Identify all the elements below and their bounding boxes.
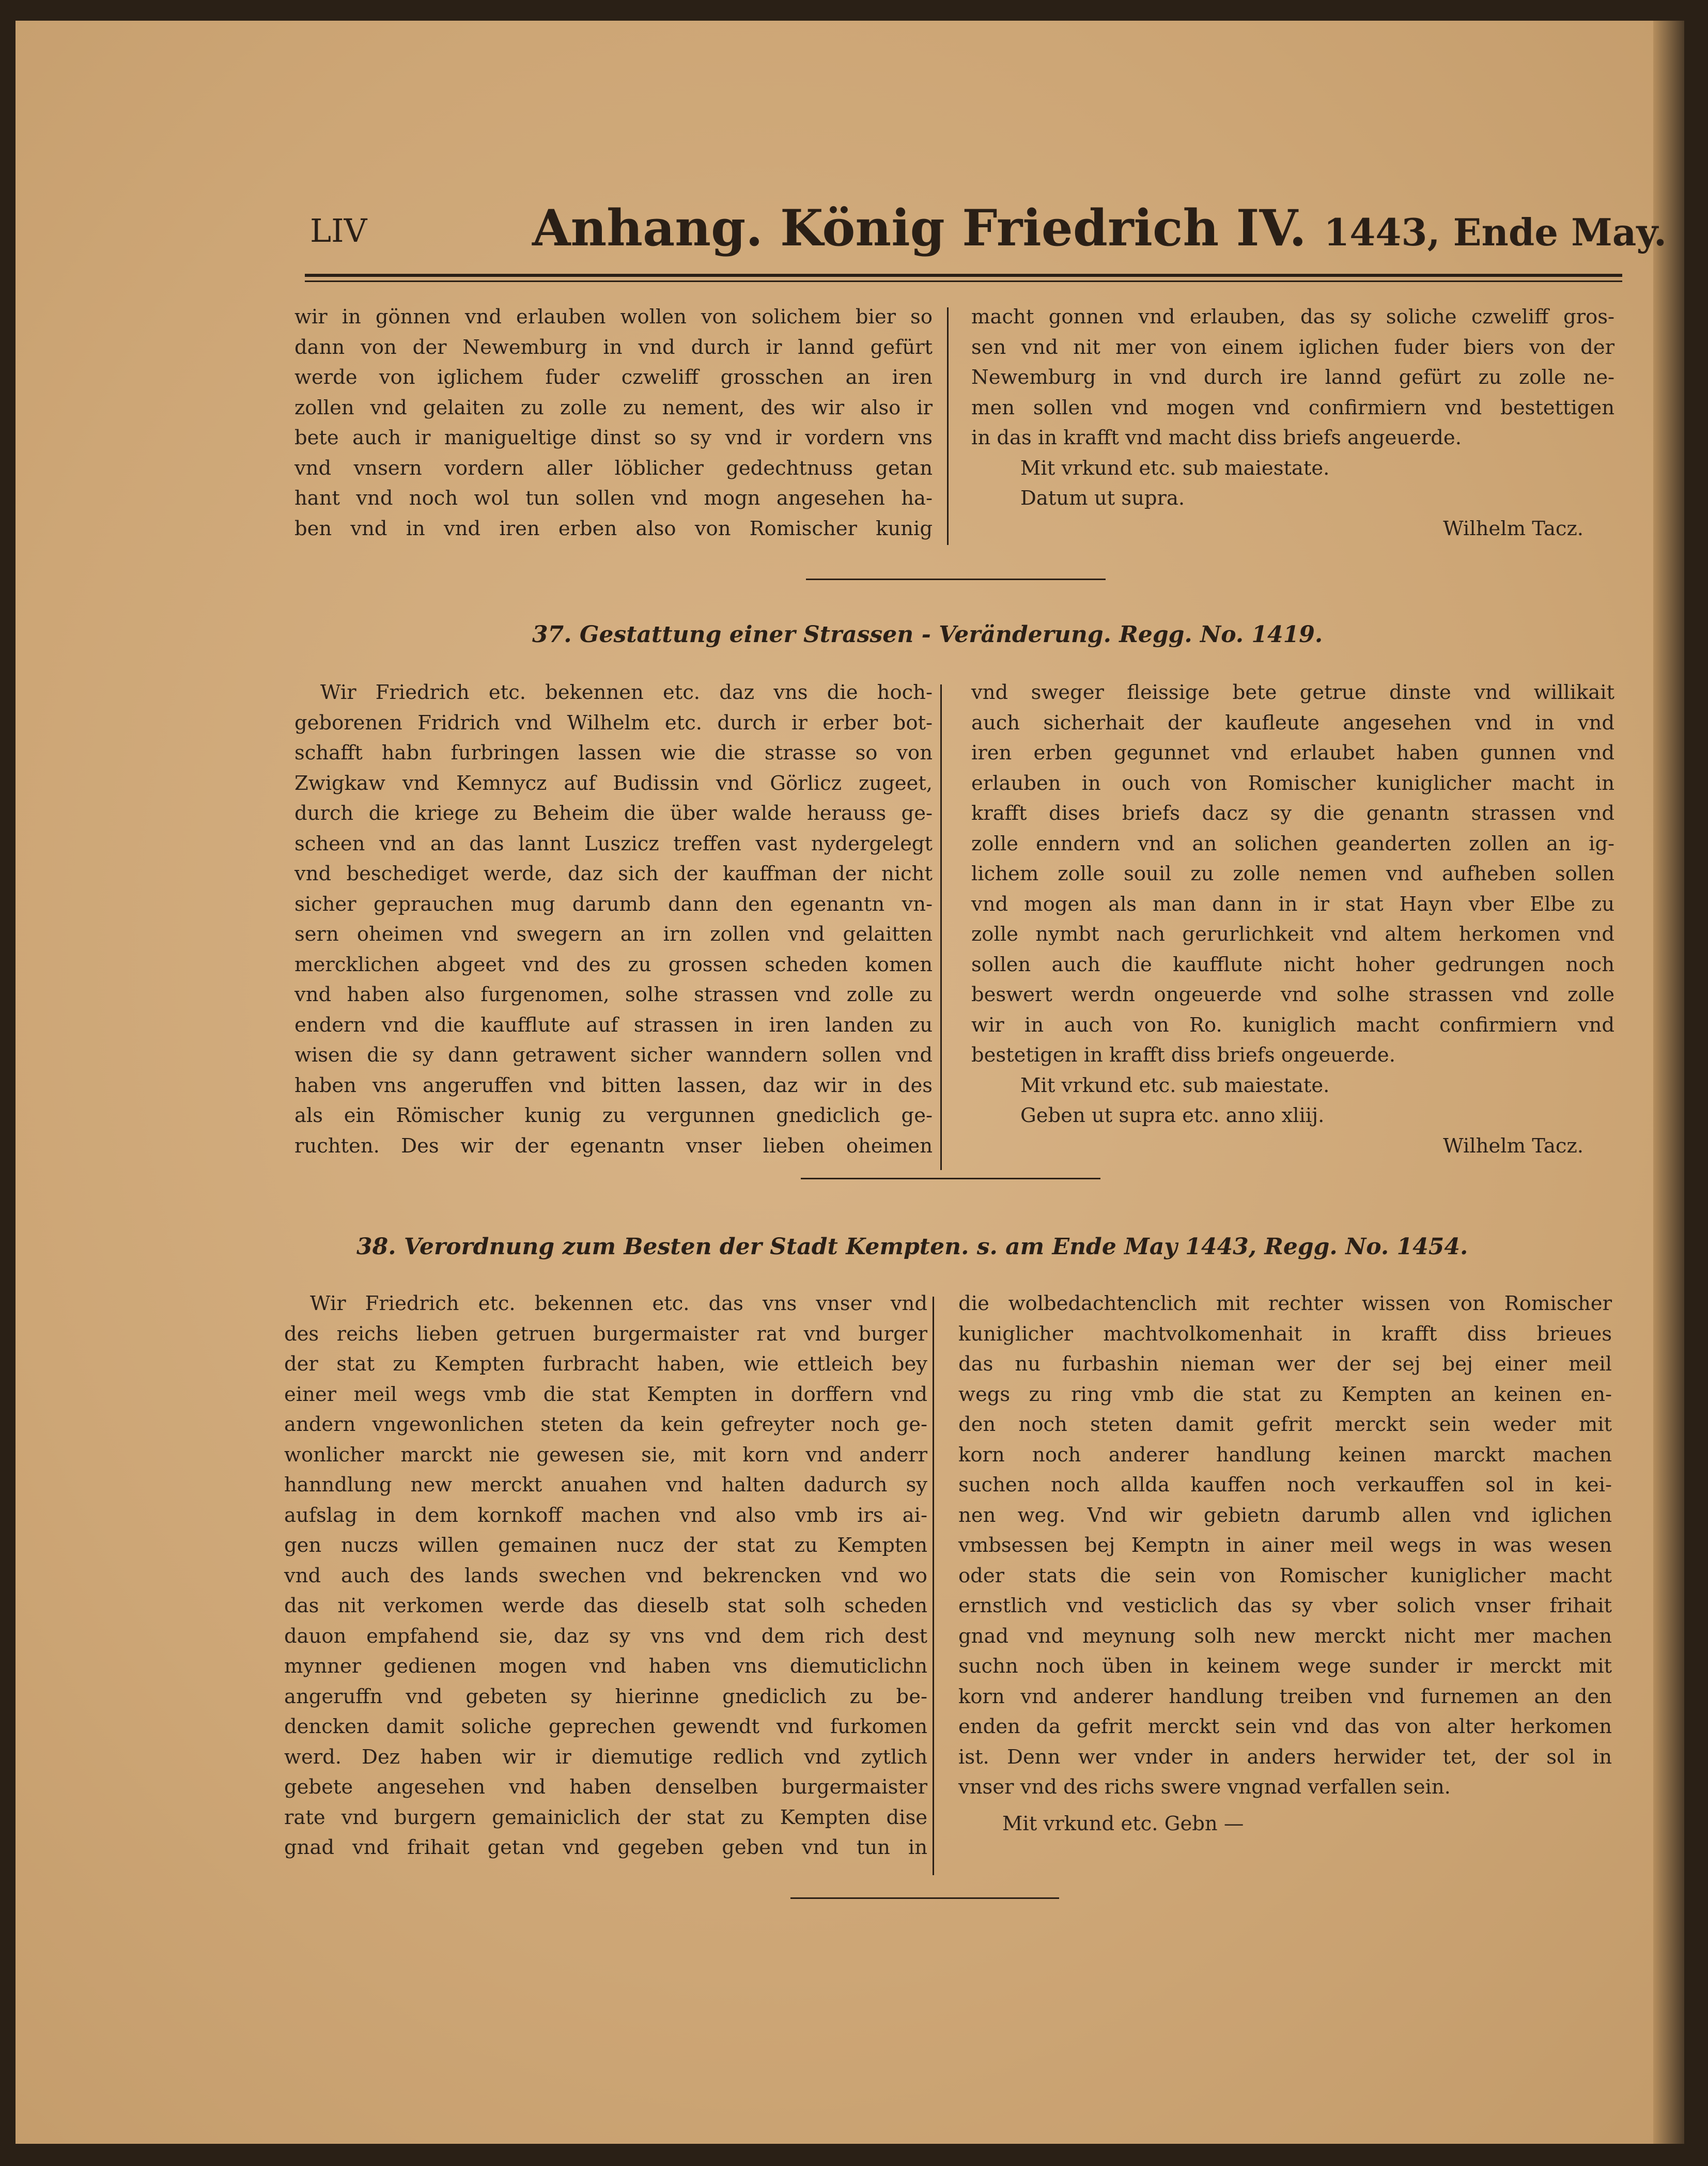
s38-left-column <box>284 1289 927 1863</box>
text-line: wonlicher marckt nie gewesen sie, mit korn vnd anderr <box>284 1443 927 1467</box>
text-line: gnad vnd meynung solh new merckt nicht mer machen <box>958 1624 1612 1648</box>
text-line: der stat zu Kempten furbracht haben, wie ettleich bey <box>284 1352 927 1376</box>
page-title <box>532 199 1667 257</box>
section-divider <box>801 1178 1100 1179</box>
text-line: des reichs lieben getruen burgermaister rat vnd burger <box>284 1322 927 1346</box>
text-line: oder stats die sein von Romischer kuniglicher macht <box>958 1564 1612 1587</box>
s38-right-lines <box>958 1289 1612 1803</box>
text-line: sicher geprauchen mug darumb dann den egenantn vn- <box>294 892 933 916</box>
text-line: wir in auch von Ro. kuniglich macht confirmiern vnd <box>971 1013 1614 1037</box>
text-line: mynner gedienen mogen vnd haben vns diemuticlichn <box>284 1655 927 1678</box>
header-rule <box>305 274 1622 282</box>
page-edge-shadow <box>1653 21 1684 2144</box>
text-line: vnd mogen als man dann in ir stat Hayn vber Elbe zu <box>971 892 1614 916</box>
s37-left-column <box>294 678 933 1161</box>
text-line: zolle enndern vnd an solichen geanderten zollen an ig- <box>971 832 1614 855</box>
text-line: den noch steten damit gefrit merckt sein weder mit <box>958 1413 1612 1436</box>
text-line: men sollen vnd mogen vnd confirmiern vnd bestettigen <box>971 396 1614 419</box>
text-line: scheen vnd an das lannt Luszicz treffen vast nydergelegt <box>294 832 933 855</box>
text-line: andern vngewonlichen steten da kein gefreyter noch ge- <box>284 1413 927 1436</box>
text-line: vnd beschediget werde, daz sich der kauffman der nicht <box>294 862 933 885</box>
text-line: wegs zu ring vmb die stat zu Kempten an keinen en- <box>958 1382 1612 1406</box>
text-line: aufslag in dem kornkoff machen vnd also vmb irs ai- <box>284 1503 927 1527</box>
text-line: ernstlich vnd vesticlich das sy vber solich vnser frihait <box>958 1594 1612 1617</box>
section-38-heading: 38. Verordnung zum Besten der Stadt Kempten. s. am Ende May 1443, Regg. No. 1454. <box>356 1234 1468 1260</box>
text-line: nen weg. Vnd wir gebietn darumb allen vnd iglichen <box>958 1503 1612 1527</box>
s37-closing-1: Mit vrkund etc. sub maiestate. <box>1020 1073 1330 1097</box>
column-divider <box>933 1297 934 1875</box>
prev-right-lines <box>971 302 1614 454</box>
text-line: dauon empfahend sie, daz sy vns vnd dem rich dest <box>284 1624 927 1648</box>
text-line: vnd sweger fleissige bete getrue dinste vnd willikait <box>971 681 1614 704</box>
text-line: Wir Friedrich etc. bekennen etc. das vns vnser vnd <box>310 1292 927 1315</box>
text-line: geborenen Fridrich vnd Wilhelm etc. durch ir erber bot- <box>294 711 933 735</box>
prev-right-column <box>971 302 1614 544</box>
prev-closing-1: Mit vrkund etc. sub maiestate. <box>1020 456 1330 480</box>
text-line: als ein Römischer kunig zu vergunnen gnediclich ge- <box>294 1104 933 1127</box>
text-line: ben vnd in vnd iren erben also von Romischer kunig <box>294 517 933 540</box>
text-line: hanndlung new merckt anuahen vnd halten dadurch sy <box>284 1473 927 1497</box>
text-line: einer meil wegs vmb die stat Kempten in dorffern vnd <box>284 1382 927 1406</box>
text-line: sen vnd nit mer von einem iglichen fuder biers von der <box>971 335 1614 359</box>
text-line: korn noch anderer handlung keinen marckt machen <box>958 1443 1612 1467</box>
text-line: lichem zolle souil zu zolle nemen vnd aufheben sollen <box>971 862 1614 885</box>
text-line: vnser vnd des richs swere vngnad verfallen sein. <box>958 1775 1451 1799</box>
text-line: vmbsessen bej Kemptn in ainer meil wegs in was wesen <box>958 1534 1612 1557</box>
text-line: sollen auch die kaufflute nicht hoher gedrungen noch <box>971 953 1614 976</box>
text-line: bestetigen in krafft diss briefs ongeuerde. <box>971 1043 1395 1067</box>
s37-right-column <box>971 678 1614 1161</box>
prev-left-column <box>294 302 933 544</box>
prev-closing-2: Datum ut supra. <box>1020 487 1185 510</box>
text-line: zolle nymbt nach gerurlichkeit vnd altem herkomen vnd <box>971 923 1614 946</box>
text-line: werd. Dez haben wir ir diemutige redlich vnd zytlich <box>284 1745 927 1769</box>
text-line: endern vnd die kaufflute auf strassen in iren landen zu <box>294 1013 933 1037</box>
text-line: dann von der Newemburg in vnd durch ir lannd gefürt <box>294 335 933 359</box>
text-line: vnd haben also furgenomen, solhe strassen vnd zolle zu <box>294 983 933 1006</box>
text-line: bete auch ir manigueltige dinst so sy vnd ir vordern vns <box>294 426 933 449</box>
title-date: 1443, Ende May. <box>1324 210 1667 254</box>
text-line: rate vnd burgern gemainiclich der stat zu Kempten dise <box>284 1805 927 1829</box>
prev-signature: Wilhelm Tacz. <box>1443 517 1583 540</box>
text-line: enden da gefrit merckt sein vnd das von alter herkomen <box>958 1715 1612 1738</box>
text-line: vnd vnsern vordern aller löblicher gedechtnuss getan <box>294 456 933 480</box>
text-line: angeruffn vnd gebeten sy hierinne gnediclich zu be- <box>284 1685 927 1708</box>
text-line: ist. Denn wer vnder in anders herwider tet, der sol in <box>958 1745 1612 1769</box>
text-line: auch sicherhait der kaufleute angesehen vnd in vnd <box>971 711 1614 735</box>
column-divider <box>940 684 942 1170</box>
text-line: haben vns angeruffen vnd bitten lassen, daz wir in des <box>294 1073 933 1097</box>
text-line: gebete angesehen vnd haben denselben burgermaister <box>284 1775 927 1799</box>
text-line: suchn noch üben in keinem wege sunder ir merckt mit <box>958 1655 1612 1678</box>
text-line: das nu furbashin nieman wer der sej bej einer meil <box>958 1352 1612 1376</box>
text-line: durch die kriege zu Beheim die über walde herauss ge- <box>294 802 933 825</box>
text-line: wisen die sy dann getrawent sicher wanndern sollen vnd <box>294 1043 933 1067</box>
text-line: hant vnd noch wol tun sollen vnd mogn angesehen ha- <box>294 487 933 510</box>
section-37-heading: 37. Gestattung einer Strassen - Veränderung. Regg. No. 1419. <box>532 621 1323 648</box>
text-line: dencken damit soliche geprechen gewendt vnd furkomen <box>284 1715 927 1738</box>
text-line: zollen vnd gelaiten zu zolle zu nement, des wir also ir <box>294 396 933 419</box>
page-number: LIV <box>310 212 367 250</box>
text-line: Zwigkaw vnd Kemnycz auf Budissin vnd Görlicz zugeet, <box>294 771 933 795</box>
text-line: iren erben gegunnet vnd erlaubet haben gunnen vnd <box>971 741 1614 765</box>
text-line: die wolbedachtenclich mit rechter wissen von Romischer <box>958 1292 1612 1315</box>
text-line: erlauben in ouch von Romischer kuniglicher macht in <box>971 771 1614 795</box>
text-line: gnad vnd frihait getan vnd gegeben geben vnd tun in <box>284 1836 927 1859</box>
text-line: suchen noch allda kauffen noch verkauffen sol in kei- <box>958 1473 1612 1497</box>
text-line: werde von iglichem fuder czweliff grosschen an iren <box>294 366 933 389</box>
section-divider <box>806 579 1106 580</box>
text-line: das nit verkomen werde das dieselb stat solh scheden <box>284 1594 927 1617</box>
s37-closing-2: Geben ut supra etc. anno xliij. <box>1020 1104 1325 1127</box>
s37-right-lines <box>971 678 1614 1071</box>
text-line: in das in krafft vnd macht diss briefs angeuerde. <box>971 426 1462 449</box>
title-text: Anhang. König Friedrich IV. <box>532 199 1307 257</box>
text-line: schafft habn furbringen lassen wie die strasse so von <box>294 741 933 765</box>
text-line: vnd auch des lands swechen vnd bekrencken vnd wo <box>284 1564 927 1587</box>
text-line: korn vnd anderer handlung treiben vnd furnemen an den <box>958 1685 1612 1708</box>
text-line: kuniglicher machtvolkomenhait in krafft diss brieues <box>958 1322 1612 1346</box>
text-line: beswert werdn ongeuerde vnd solhe strassen vnd zolle <box>971 983 1614 1006</box>
section-divider <box>790 1897 1059 1899</box>
text-line: ruchten. Des wir der egenantn vnser lieben oheimen <box>294 1134 933 1158</box>
s38-right-column <box>958 1289 1612 1839</box>
text-line: macht gonnen vnd erlauben, das sy soliche czweliff gros- <box>971 305 1614 329</box>
text-line: sern oheimen vnd swegern an irn zollen vnd gelaitten <box>294 923 933 946</box>
text-line: Newemburg in vnd durch ire lannd gefürt zu zolle ne- <box>971 366 1614 389</box>
s37-signature: Wilhelm Tacz. <box>1443 1134 1583 1158</box>
text-line: wir in gönnen vnd erlauben wollen von solichem bier so <box>294 305 933 329</box>
text-line: gen nuczs willen gemainen nucz der stat zu Kempten <box>284 1534 927 1557</box>
text-line: mercklichen abgeet vnd des zu grossen scheden komen <box>294 953 933 976</box>
text-line: Wir Friedrich etc. bekennen etc. daz vns die hoch- <box>320 681 933 704</box>
s38-closing-1: Mit vrkund etc. Gebn — <box>1002 1812 1244 1835</box>
column-divider <box>947 307 949 545</box>
book-page <box>15 21 1684 2144</box>
text-line: krafft dises briefs dacz sy die genantn strassen vnd <box>971 802 1614 825</box>
